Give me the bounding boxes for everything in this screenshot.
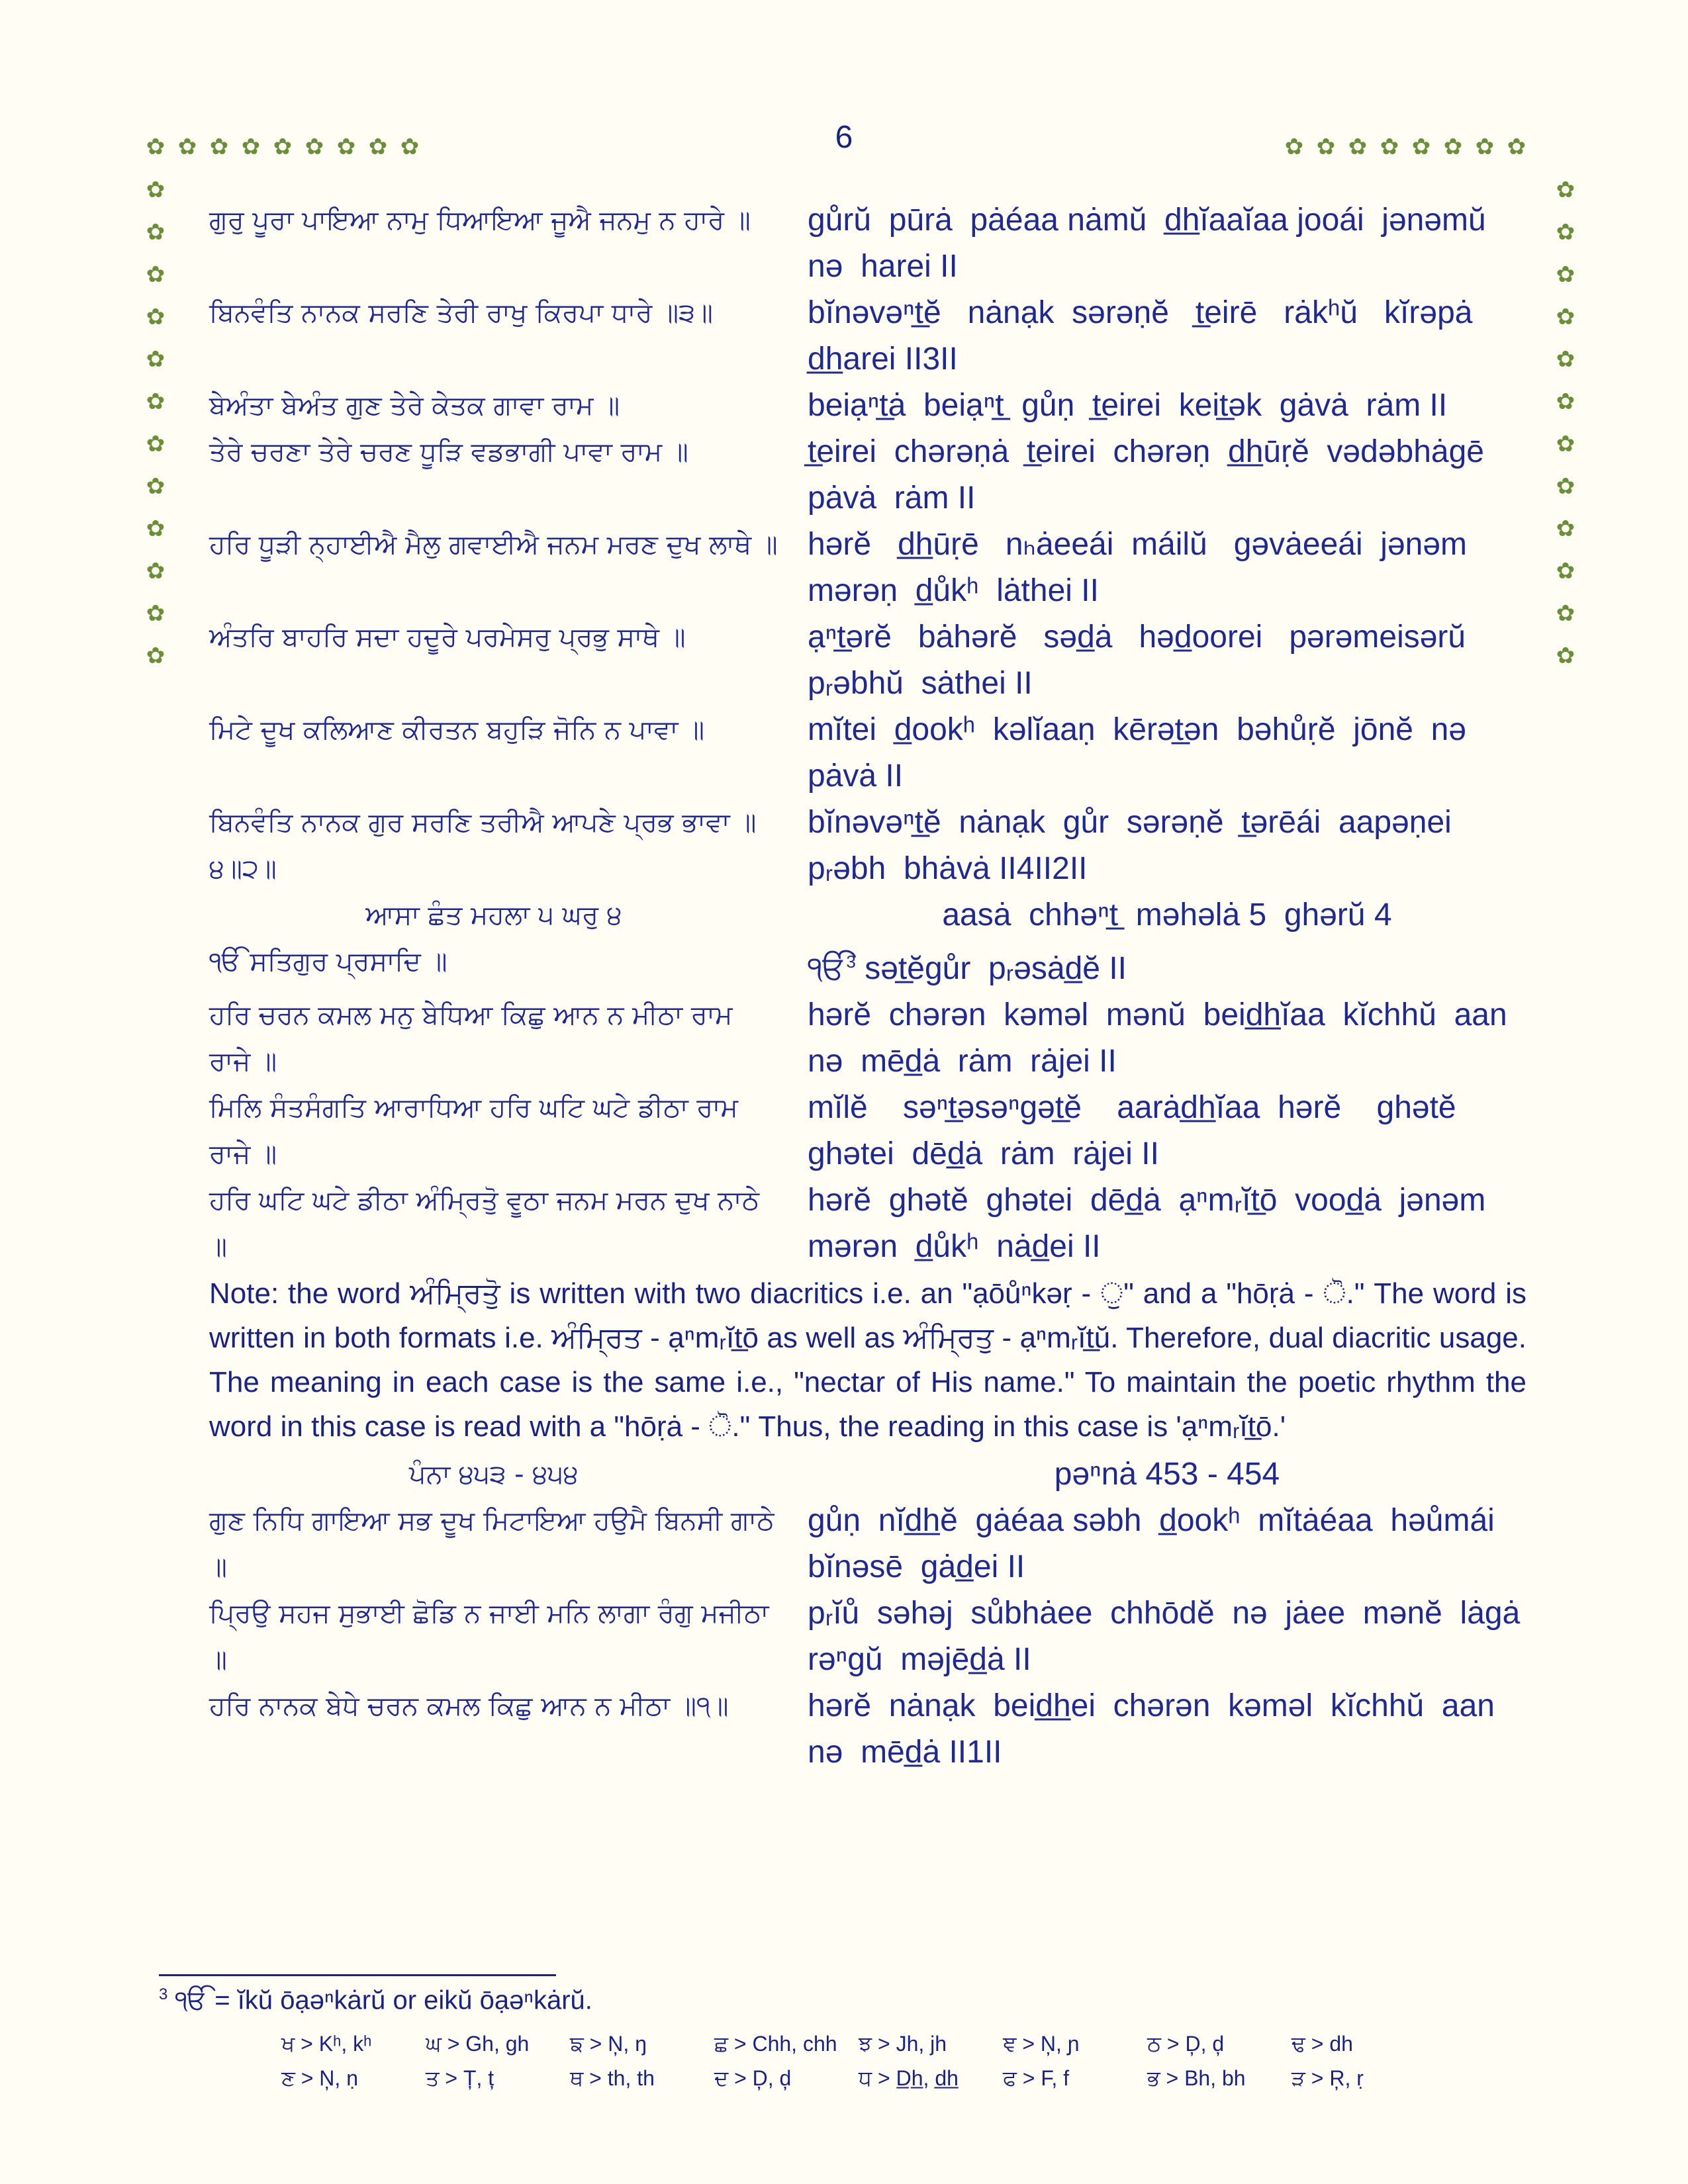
gurmukhi-line: ਗੁਰੁ ਪੂਰਾ ਪਾਇਆ ਨਾਮੁ ਧਿਆਇਆ ਜੂਐ ਜਨਮੁ ਨ ਹਾਰੇ ॥	[209, 205, 751, 236]
flower-icon: ✿	[1556, 643, 1575, 669]
legend-item: ੜ > R̦, ṛ	[1291, 2066, 1364, 2090]
legend-item: ਛ > Chh, chh	[714, 2032, 837, 2056]
flower-icon: ✿	[1380, 134, 1399, 160]
transliteration-line: ạⁿt̲ərĕ bȧhərĕ səd̲ȧ həd̲oorei pərəmeisərŭ pᵣəbhŭ sȧthei II	[808, 619, 1483, 701]
flower-icon: ✿	[1556, 304, 1575, 330]
verse-row	[209, 383, 1526, 429]
legend-item: ਭ > Bh, bh	[1147, 2066, 1246, 2090]
flower-icon: ✿	[1556, 388, 1575, 415]
verse-row	[209, 1498, 1526, 1590]
flower-icon: ✿	[1411, 134, 1431, 160]
legend-item: ਙ > N̦, ŋ	[570, 2032, 647, 2056]
flower-icon: ✿	[146, 388, 165, 415]
flower-icon: ✿	[146, 431, 165, 457]
flower-icon: ✿	[1556, 516, 1575, 542]
border-left	[142, 169, 169, 677]
footnote-text: ੴ = ĭkŭ ōạəⁿkȧrŭ or eikŭ ōạəⁿkȧrŭ.	[175, 1985, 592, 2015]
legend-item: ਝ > Jh, jh	[859, 2032, 947, 2056]
flower-icon: ✿	[1556, 431, 1575, 457]
flower-icon: ✿	[400, 134, 420, 160]
gurmukhi-line: ਹਰਿ ਘਟਿ ਘਟੇ ਡੀਠਾ ਅੰਮ੍ਰਿਤੋੁ ਵੂਠਾ ਜਨਮ ਮਰਨ ਦੁਖ ਨਾਠੇ ॥	[209, 1185, 759, 1262]
transliteration-line: gůṇ nĭd̲h̲ĕ gȧéaa səbh d̲ookʰ mĭtȧéaa həůmái bĭnəsē gȧd̲ei II	[808, 1503, 1513, 1584]
gurmukhi-line: ਤੇਰੇ ਚਰਣਾ ਤੇਰੇ ਚਰਣ ਧੂੜਿ ਵਡਭਾਗੀ ਪਾਵਾ ਰਾਮ ॥	[209, 437, 688, 467]
flower-icon: ✿	[336, 134, 356, 160]
verse-row	[209, 290, 1526, 383]
flower-icon: ✿	[146, 177, 165, 203]
page-number: 6	[835, 120, 853, 155]
flower-icon: ✿	[146, 558, 165, 584]
verse-row	[209, 197, 1526, 290]
flower-icon: ✿	[1556, 558, 1575, 584]
gurmukhi-line: ਹਰਿ ਧੂੜੀ ਨ੍ਹਾਈਐ ਮੈਲੁ ਗਵਾਈਐ ਜਨਮ ਮਰਣ ਦੁਖ ਲਾਥੇ ॥	[209, 529, 778, 560]
flower-icon: ✿	[1556, 177, 1575, 203]
border-top-left	[142, 136, 423, 158]
heading-gurmukhi: ਆਸਾ ਛੰਤ ਮਹਲਾ ੫ ਘਰੁ ੪	[365, 900, 622, 931]
legend-item: ਘ > Gh, gh	[426, 2032, 530, 2056]
flower-icon: ✿	[368, 134, 388, 160]
page-reference-heading	[209, 1451, 1526, 1498]
flower-icon: ✿	[305, 134, 324, 160]
verse-row	[209, 1085, 1526, 1177]
flower-icon: ✿	[1284, 134, 1304, 160]
legend-item: ਣ > N̦, ṇ	[281, 2066, 358, 2090]
transliteration-line: mĭlĕ səⁿt̲əsəⁿgət̲ĕ aarȧd̲h̲ĭaa hərĕ ghətĕ ghətei dēd̲ȧ rȧm rȧjei II	[808, 1090, 1474, 1171]
gurmukhi-line: ਮਿਲਿ ਸੰਤਸੰਗਤਿ ਆਰਾਧਿਆ ਹਰਿ ਘਟਿ ਘਟੇ ਡੀਠਾ ਰਾਮ ਰਾਜੇ ॥	[209, 1093, 738, 1169]
footnote	[159, 1985, 592, 2015]
ik-onkar-symbol: ੴ	[808, 951, 847, 986]
transliteration-line: beiạⁿt̲ȧ beiạⁿt̲ gůṇ t̲eirei keit̲ək gȧvȧ rȧm II	[808, 388, 1448, 423]
border-top-right	[1281, 136, 1530, 158]
section-heading	[209, 892, 1526, 938]
legend-item: ਥ > th, th	[570, 2066, 655, 2090]
flower-icon: ✿	[146, 643, 165, 669]
flower-icon: ✿	[1475, 134, 1495, 160]
footnote-reference: 3	[846, 952, 856, 972]
transliteration-line	[808, 938, 1526, 992]
legend-item: ਫ > F, f	[1003, 2066, 1070, 2090]
gurmukhi-line: ਬੇਅੰਤਾ ਬੇਅੰਤ ਗੁਣ ਤੇਰੇ ਕੇਤਕ ਗਾਵਾ ਰਾਮ ॥	[209, 390, 620, 421]
footnote-divider	[159, 1974, 556, 1976]
diacritic-note: Note: the word ਅੰਮ੍ਰਿਤੋੁ is written with two diacritics i.e. an "ạōůⁿkəṛ - ੁ" and a "hōṛȧ - ੋ." The word is written in both formats i.e. ਅੰਮ੍ਰਿਤ - ạⁿmᵣĭt̲ō as well as ਅੰਮ੍ਰਿਤੁ - ạⁿmᵣĭt̲ŭ. Therefore, dual diacritic usage. The meaning in each case is the same i.e., "nectar of His name." To maintain the poetic rhythm the word in this case is read with a "hōṛȧ - ੋ." Thus, the reading in this case is 'ạⁿmᵣĭt̲ō.'	[209, 1277, 1526, 1443]
flower-icon: ✿	[1556, 346, 1575, 373]
transliteration-line: hərĕ chərən kəməl mənŭ beid̲h̲ĭaa kĭchhŭ aan nə mēd̲ȧ rȧm rȧjei II	[808, 997, 1525, 1079]
gurmukhi-line: ਬਿਨਵੰਤਿ ਨਾਨਕ ਸਰਣਿ ਤੇਰੀ ਰਾਖੁ ਕਿਰਪਾ ਧਾਰੇ ॥੩॥	[209, 298, 713, 328]
verse-row	[209, 429, 1526, 522]
transliteration-line: t̲eirei chərəṇȧ t̲eirei chərəṇ d̲h̲ūṛĕ vədəbhȧgē pȧvȧ rȧm II	[808, 434, 1502, 516]
legend-item: ਤ > Ț, ț	[426, 2066, 494, 2090]
legend-item: ਞ > N̦, ɲ	[1003, 2032, 1080, 2056]
flower-icon: ✿	[146, 304, 165, 330]
mool-mantar-row	[209, 938, 1526, 992]
verse-row	[209, 522, 1526, 614]
verse-row	[209, 707, 1526, 799]
flower-icon: ✿	[273, 134, 293, 160]
legend-row	[281, 2032, 1440, 2066]
gurmukhi-line: ਹਰਿ ਨਾਨਕ ਬੇਧੇ ਚਰਨ ਕਮਲ ਕਿਛੁ ਆਨ ਨ ਮੀਠਾ ॥੧॥	[209, 1691, 729, 1721]
verse-row	[209, 1683, 1526, 1776]
gurmukhi-line: ਮਿਟੇ ਦੂਖ ਕਲਿਆਣ ਕੀਰਤਨ ਬਹੁੜਿ ਜੋਨਿ ਨ ਪਾਵਾ ॥	[209, 715, 705, 745]
flower-icon: ✿	[241, 134, 261, 160]
legend-item: ਦ > D̦, d̦	[714, 2066, 792, 2090]
flower-icon: ✿	[1507, 134, 1526, 160]
gurmukhi-line: ਬਿਨਵੰਤਿ ਨਾਨਕ ਗੁਰ ਸਰਣਿ ਤਰੀਐ ਆਪਣੇ ਪ੍ਰਭ ਭਾਵਾ ॥੪॥੨॥	[209, 807, 757, 884]
flower-icon: ✿	[1556, 261, 1575, 288]
transliteration-line: hərĕ d̲h̲ūṛē nₕȧeeái máilŭ gəvȧeeái jənəm mərəṇ d̲ůkʰ lȧthei II	[808, 527, 1485, 608]
flower-icon: ✿	[1348, 134, 1368, 160]
flower-icon: ✿	[146, 261, 165, 288]
legend-item: ਢ > dh	[1291, 2032, 1353, 2056]
verse-row	[209, 614, 1526, 707]
gurmukhi-line: ੴ ਸਤਿਗੁਰ ਪ੍ਰਸਾਦਿ ॥	[209, 946, 447, 977]
mool-transliteration: sət̲ĕgůr pᵣəsȧd̲ĕ II	[855, 951, 1127, 986]
verse-content	[209, 197, 1538, 1776]
flower-icon: ✿	[146, 346, 165, 373]
verse-row	[209, 992, 1526, 1085]
transliteration-line: hərĕ ghətĕ ghətei dēd̲ȧ ạⁿmᵣĭt̲ō vood̲ȧ jənəm mərən d̲ůkʰ nȧd̲ei II	[808, 1183, 1504, 1264]
flower-icon: ✿	[1316, 134, 1336, 160]
gurmukhi-line: ਅੰਤਰਿ ਬਾਹਰਿ ਸਦਾ ਹਦੂਰੇ ਪਰਮੇਸਰੁ ਪ੍ਰਭੁ ਸਾਥੇ ॥	[209, 622, 686, 653]
verse-row	[209, 1177, 1526, 1270]
border-right	[1552, 169, 1579, 677]
flower-icon: ✿	[177, 134, 197, 160]
flower-icon: ✿	[146, 134, 165, 160]
gurmukhi-line: ਹਰਿ ਚਰਨ ਕਮਲ ਮਨੁ ਬੇਧਿਆ ਕਿਛੁ ਆਨ ਨ ਮੀਠਾ ਰਾਮ ਰਾਜੇ ॥	[209, 1000, 733, 1077]
legend-item: ਠ > D̦, d̦	[1147, 2032, 1225, 2056]
flower-icon: ✿	[209, 134, 229, 160]
legend-item: ਧ > D̲h̲, d̲h̲	[859, 2066, 959, 2090]
transliteration-legend	[281, 2032, 1440, 2101]
flower-icon: ✿	[146, 473, 165, 500]
transliteration-line: gůrŭ pūrȧ pȧéaa nȧmŭ d̲h̲ĭaaĭaa jooái jənəmŭ nə harei II	[808, 203, 1504, 284]
transliteration-line: pᵣĭů səhəj sůbhȧee chhōdĕ nə jȧee mənĕ lȧgȧ rəⁿgŭ məjēd̲ȧ II	[808, 1596, 1538, 1677]
heading-transliteration: pəⁿnȧ 453 - 454	[1054, 1457, 1280, 1492]
footnote-marker: 3	[159, 1985, 168, 2003]
flower-icon: ✿	[1556, 219, 1575, 246]
flower-icon: ✿	[1443, 134, 1463, 160]
flower-icon: ✿	[146, 516, 165, 542]
flower-icon: ✿	[1556, 600, 1575, 627]
transliteration-line: hərĕ nȧnạk beid̲h̲ei chərən kəməl kĭchhŭ aan nə mēd̲ȧ II1II	[808, 1688, 1513, 1770]
legend-row	[281, 2066, 1440, 2101]
flower-icon: ✿	[146, 219, 165, 246]
verse-row	[209, 1590, 1538, 1683]
flower-icon: ✿	[146, 600, 165, 627]
legend-item: ਖ > Kʰ, kʰ	[281, 2032, 372, 2056]
heading-gurmukhi: ਪੰਨਾ ੪੫੩ - ੪੫੪	[409, 1459, 579, 1490]
transliteration-line: mĭtei d̲ookʰ kəlĭaaṇ kērət̲ən bəhůṛĕ jōnĕ nə pȧvȧ II	[808, 712, 1484, 794]
transliteration-line: bĭnəvəⁿt̲ĕ nȧnạk sərəṇĕ t̲eirē rȧkʰŭ kĭrəpȧ d̲h̲arei II3II	[808, 295, 1491, 377]
verse-row	[209, 799, 1526, 892]
heading-transliteration: aasȧ chhəⁿt̲ məhəlȧ 5 ghərŭ 4	[942, 897, 1392, 933]
flower-icon: ✿	[1556, 473, 1575, 500]
gurmukhi-line: ਗੁਣ ਨਿਧਿ ਗਾਇਆ ਸਭ ਦੂਖ ਮਿਟਾਇਆ ਹਉਮੈ ਬਿਨਸੀ ਗਾਠੇ ॥	[209, 1506, 774, 1582]
gurmukhi-line: ਪ੍ਰਿਉ ਸਹਜ ਸੁਭਾਈ ਛੋਡਿ ਨ ਜਾਈ ਮਨਿ ਲਾਗਾ ਰੰਗੁ ਮਜੀਠਾ ॥	[209, 1598, 769, 1675]
transliteration-line: bĭnəvəⁿt̲ĕ nȧnạk gůr sərəṇĕ t̲ərēái aapəṇei pᵣəbh bhȧvȧ II4II2II	[808, 805, 1470, 886]
